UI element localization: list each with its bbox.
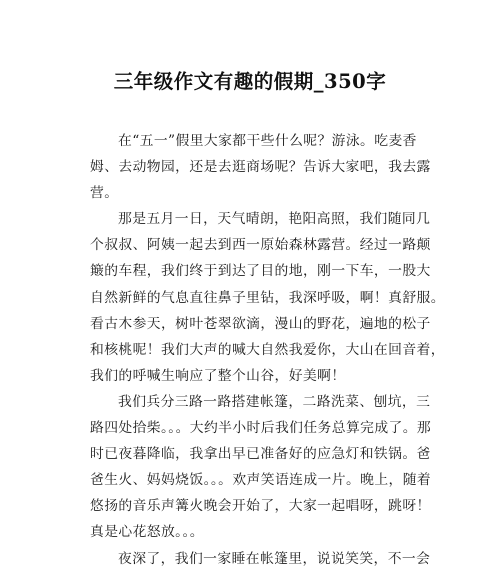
paragraph-line: 在“五一”假里大家都干些什么呢？游泳。吃麦香 (118, 133, 417, 149)
paragraph-line: 营。 (90, 185, 119, 202)
document-title: 三年级作文有趣的假期_350字 (113, 70, 387, 93)
paragraph-line: 姆、去动物园，还是去逛商场呢？告诉大家吧，我去露 (90, 159, 431, 176)
paragraph-line: 时已夜暮降临，我拿出早已准备好的应急灯和铁锅。爸 (90, 446, 431, 463)
paragraph-line: 爸生火、妈妈烧饭。。。欢声笑语连成一片。晚上，随着 (90, 472, 432, 489)
paragraph-line: 真是心花怒放。。。 (90, 524, 204, 541)
paragraph-line: 夜深了，我们一家睡在帐篷里，说说笑笑，不一会 (118, 550, 431, 567)
paragraph-line: 簸的车程，我们终于到达了目的地，刚一下车，一股大 (90, 263, 431, 280)
paragraph-line: 路四处拾柴。。。大约半小时后我们任务总算完成了。那 (90, 420, 432, 437)
paragraph-line: 我们兵分三路一路搭建帐篷，二路洗菜、刨坑，三 (118, 393, 431, 410)
paragraph-line: 个叔叔、阿姨一起去到西一原始森林露营。经过一路颠 (90, 237, 431, 254)
paragraph-line: 自然新鲜的气息直往鼻子里钻，我深呼吸，啊！真舒服。 (90, 289, 445, 306)
paragraph-line: 悠扬的音乐声篝火晚会开始了，大家一起唱呀，跳呀！ (90, 498, 431, 515)
paragraph-line: 那是五月一日，天气晴朗，艳阳高照，我们随同几 (118, 211, 431, 228)
paragraph-line: 和核桃呢！我们大声的喊大自然我爱你，大山在回音着， (90, 341, 445, 358)
article-body (90, 128, 445, 572)
paragraph-line: 看古木参天，树叶苍翠欲滴，漫山的野花，遍地的松子 (90, 315, 431, 332)
paragraph-line: 我们的呼喊生响应了整个山谷，好美啊！ (90, 367, 346, 384)
